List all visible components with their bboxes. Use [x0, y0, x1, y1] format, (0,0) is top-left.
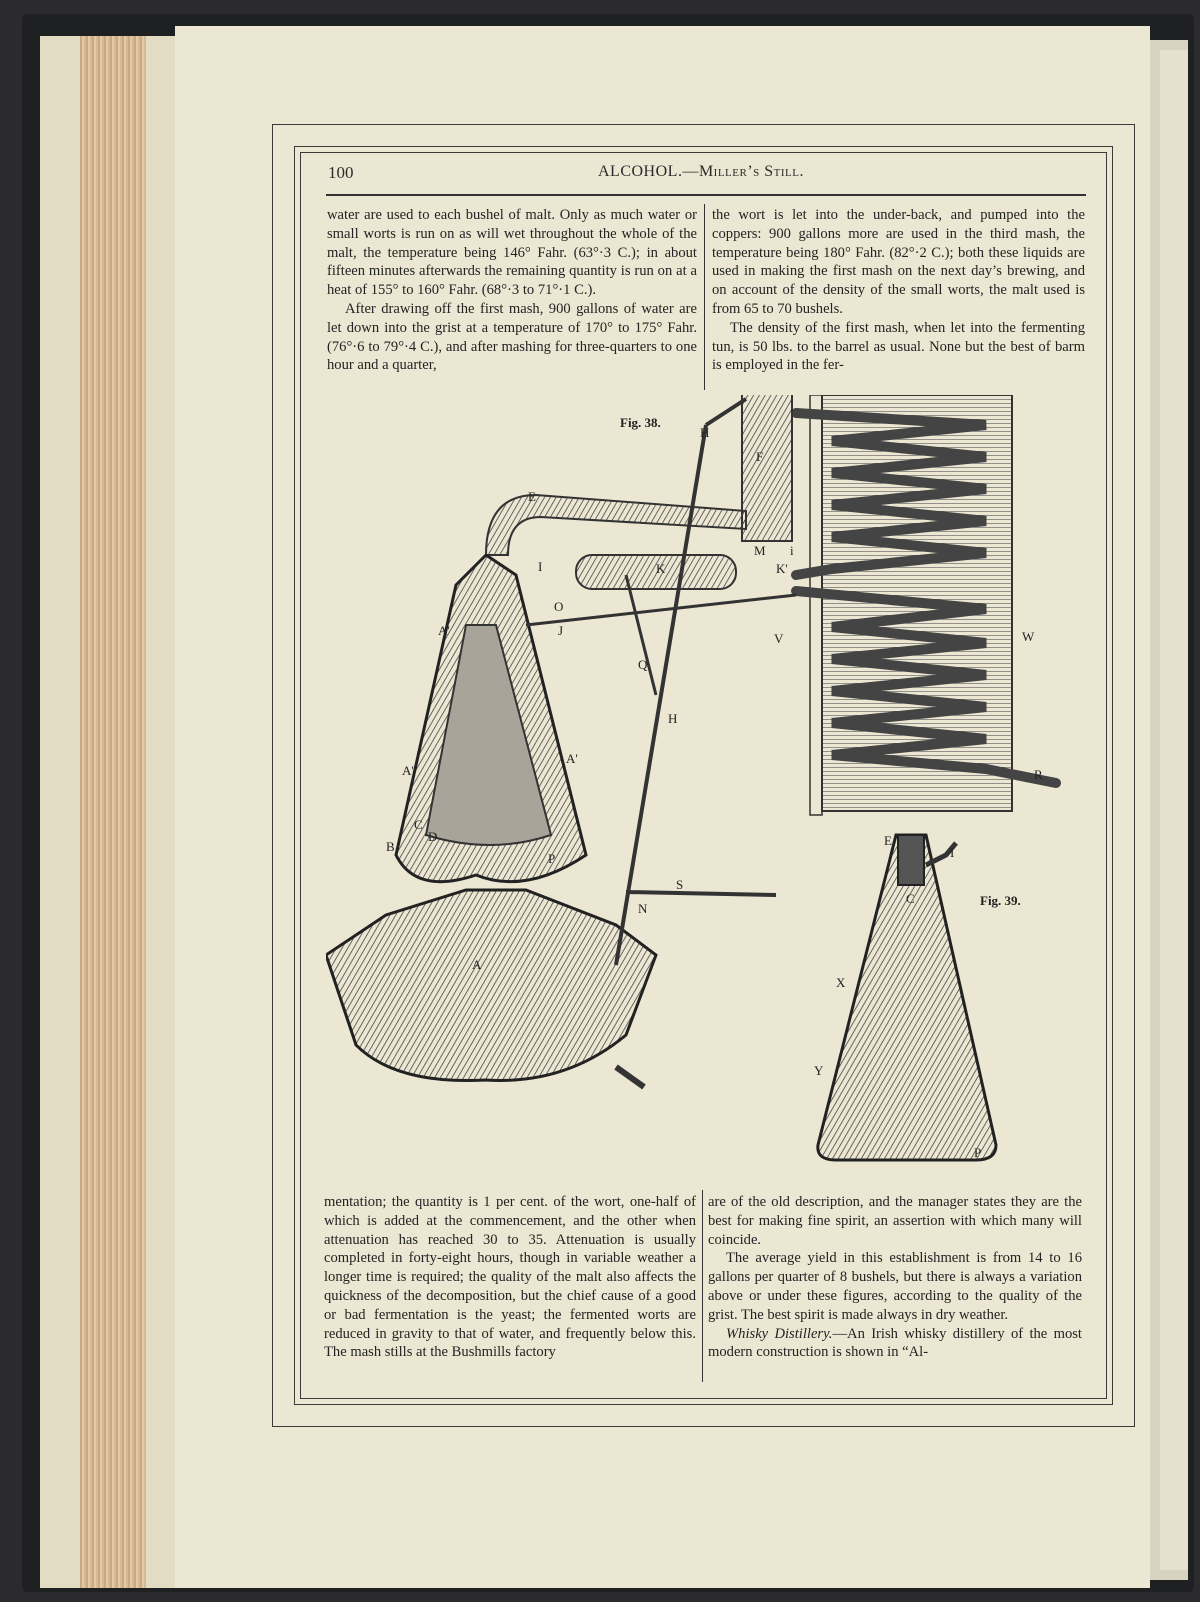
paragraph: mentation; the quantity is 1 per cent. of the wort, one-half of which is added at the commencement, and the other when attenuation has reached 30 to 35. Attenuation is usually completed in forty-eight hours, though in variable weather a longer time is required; the quality of the malt also affects the quickness of the decomposition, but the chief cause of a good or bad fermentation is the yeast; the fermented worts are reduced in gravity to that of water, and frequently below this. The mash stills at the Bushmills factory [324, 1194, 696, 1361]
running-head-main: ALCOHOL. [598, 163, 683, 180]
label-k: K [656, 561, 666, 576]
label-c: C [414, 817, 423, 832]
label-h2: H [668, 711, 678, 726]
label-n: N [638, 901, 648, 916]
label-p: P [548, 851, 556, 866]
label-k-prime: K' [776, 561, 788, 576]
paragraph: After drawing off the first mash, 900 gallons of water are let down into the grist at a temperature of 170° to 175° Fahr. (76°·6 to 79°·4 C.), and after mashing for three-quarters to one hour and a quarter, [327, 300, 697, 374]
whisky-heading: Whisky Distillery. [726, 1325, 833, 1342]
label-d: D [428, 829, 438, 844]
pipe-s [626, 892, 776, 895]
paragraph: are of the old description, and the manager states they are the best for making fine spirit, an assertion with which many will coincide. [708, 1194, 1082, 1248]
text-column-top-left [327, 206, 697, 375]
label-j: J [558, 623, 564, 638]
paragraph: water are used to each bushel of malt. Only as much water or small worts is run on as will wet throughout the whole of the malt, the temperature being 146° Fahr. (63°·3 C.); in about fifteen minutes afterwards the remaining quantity is run on at a heat of 155° to 160° Fahr. (68°·3 to 71°·1 C.). [327, 207, 697, 299]
header-rule [326, 194, 1086, 196]
label-w: W [1022, 629, 1035, 644]
label-f: F [756, 449, 764, 464]
paragraph: The density of the first mash, when let into the fermenting tun, is 50 lbs. to the barrel as usual. None but the best of barm is employed in the fer- [712, 319, 1085, 374]
still-pot [326, 890, 656, 1081]
label-y: Y [814, 1063, 824, 1078]
page-number: 100 [328, 163, 354, 182]
still-illustration [326, 395, 1086, 1187]
label-b: B [386, 839, 395, 854]
fig39-caption: Fig. 39. [980, 893, 1021, 908]
label-c2: C [906, 891, 915, 906]
label-a-prime2: A' [402, 763, 414, 778]
fig38-caption: Fig. 38. [620, 415, 661, 430]
label-p2: P [974, 1145, 982, 1160]
label-a-prime: A' [438, 623, 450, 638]
pipe-j [526, 595, 796, 625]
next-page-edge-inner [1160, 50, 1188, 1570]
text-column-bottom-right [708, 1193, 1082, 1362]
text-column-bottom-left [324, 1193, 696, 1362]
paragraph-whisky [708, 1325, 1082, 1363]
label-o: O [554, 599, 564, 614]
label-q: Q [638, 657, 648, 672]
label-a: A [472, 957, 482, 972]
paragraph: The average yield in this establishment is from 14 to 16 gallons per quarter of 8 bushels, but there is always a variation above or under these figures, according to the quality of the grist. The best spirit is made always in dry weather. [708, 1250, 1082, 1323]
column-rule-top [704, 204, 705, 390]
condenser-column [742, 395, 792, 541]
label-a-prime3: A' [566, 751, 578, 766]
fig39-cone [818, 835, 996, 1160]
label-i: I [538, 559, 543, 574]
column-rule-bottom [702, 1190, 703, 1382]
page-stack [80, 36, 146, 1588]
label-h: H [700, 425, 710, 440]
pipe-q [626, 575, 656, 695]
label-e2: E [884, 833, 892, 848]
label-s: S [676, 877, 684, 892]
still-neck-pipe [486, 495, 746, 555]
label-v: V [774, 631, 784, 646]
text-column-top-right [712, 206, 1085, 375]
label-r: R [1034, 767, 1043, 782]
running-head-sub: —Miller’s Still. [682, 163, 804, 180]
running-head [598, 163, 804, 181]
paragraph: the wort is let into the under-back, and pumped into the coppers: 900 gallons more are used in the third mash, the temperature being 180° Fahr. (82°·2 C.); both these liquids are used in making the first mash on the next day’s brewing, and on account of the density of the small worts, the malt used is from 65 to 70 bushels. [712, 207, 1085, 317]
label-m: M [754, 543, 766, 558]
label-e: E [528, 489, 536, 504]
label-i-small: i [790, 543, 794, 558]
label-i2: I [950, 845, 955, 860]
label-x: X [836, 975, 846, 990]
whisky-text: —An Irish whisky distillery of the most modern construction is shown in “Al- [708, 1325, 1082, 1361]
